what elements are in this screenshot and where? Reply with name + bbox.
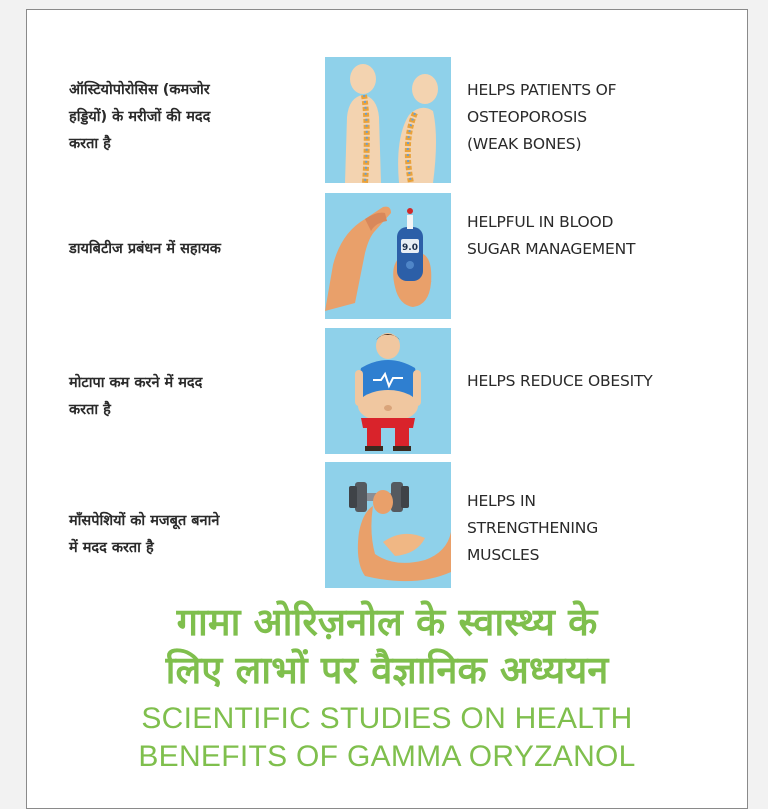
benefit-english-text xyxy=(467,77,727,158)
benefit-row-osteoporosis xyxy=(27,57,747,183)
hindi-line: डायबिटीज प्रबंधन में सहायक xyxy=(69,241,221,257)
english-line: HELPS PATIENTS OF xyxy=(467,81,617,99)
glucometer-icon xyxy=(325,193,451,319)
english-line: SUGAR MANAGEMENT xyxy=(467,240,636,258)
hindi-line: में मदद करता है xyxy=(69,540,154,556)
benefit-english-text xyxy=(467,488,727,569)
english-line: HELPFUL IN BLOOD xyxy=(467,213,614,231)
benefit-row-diabetes xyxy=(27,193,747,319)
benefit-row-muscles xyxy=(27,462,747,588)
hindi-line: माँसपेशियों को मजबूत बनाने xyxy=(69,513,220,529)
english-line: HELPS IN xyxy=(467,492,536,510)
english-line: HELPS REDUCE OBESITY xyxy=(467,372,653,390)
english-title-line-1: SCIENTIFIC STUDIES ON HEALTH xyxy=(141,702,633,735)
english-line: MUSCLES xyxy=(467,546,540,564)
meter-reading: 9.0 xyxy=(402,243,418,253)
hindi-title-line-2: लिए लाभों पर वैज्ञानिक अध्ययन xyxy=(165,648,609,692)
english-line: OSTEOPOROSIS xyxy=(467,108,587,126)
benefit-english-text xyxy=(467,368,727,395)
footer-title xyxy=(27,598,747,776)
hindi-line: हड्डियों) के मरीजों की मदद xyxy=(69,109,211,125)
hindi-line: करता है xyxy=(69,136,111,152)
english-line: (WEAK BONES) xyxy=(467,135,582,153)
benefit-row-obesity xyxy=(27,328,747,454)
benefit-hindi-text xyxy=(69,77,319,158)
poster xyxy=(26,9,748,809)
hindi-line: मोटापा कम करने में मदद xyxy=(69,375,203,391)
hindi-line: करता है xyxy=(69,402,111,418)
english-line: STRENGTHENING xyxy=(467,519,599,537)
benefit-hindi-text xyxy=(69,370,319,424)
benefit-hindi-text xyxy=(69,508,319,562)
benefit-english-text xyxy=(467,209,727,263)
spine-icon xyxy=(325,57,451,183)
hindi-title-line-1: गामा ओरिज़नोल के स्वास्थ्य के xyxy=(176,600,598,644)
benefit-hindi-text xyxy=(69,236,319,263)
obese-man-icon xyxy=(325,328,451,454)
dumbbell-arm-icon xyxy=(325,462,451,588)
english-title-line-2: BENEFITS OF GAMMA ORYZANOL xyxy=(138,740,636,773)
hindi-line: ऑस्टियोपोरोसिस (कमजोर xyxy=(69,82,210,98)
